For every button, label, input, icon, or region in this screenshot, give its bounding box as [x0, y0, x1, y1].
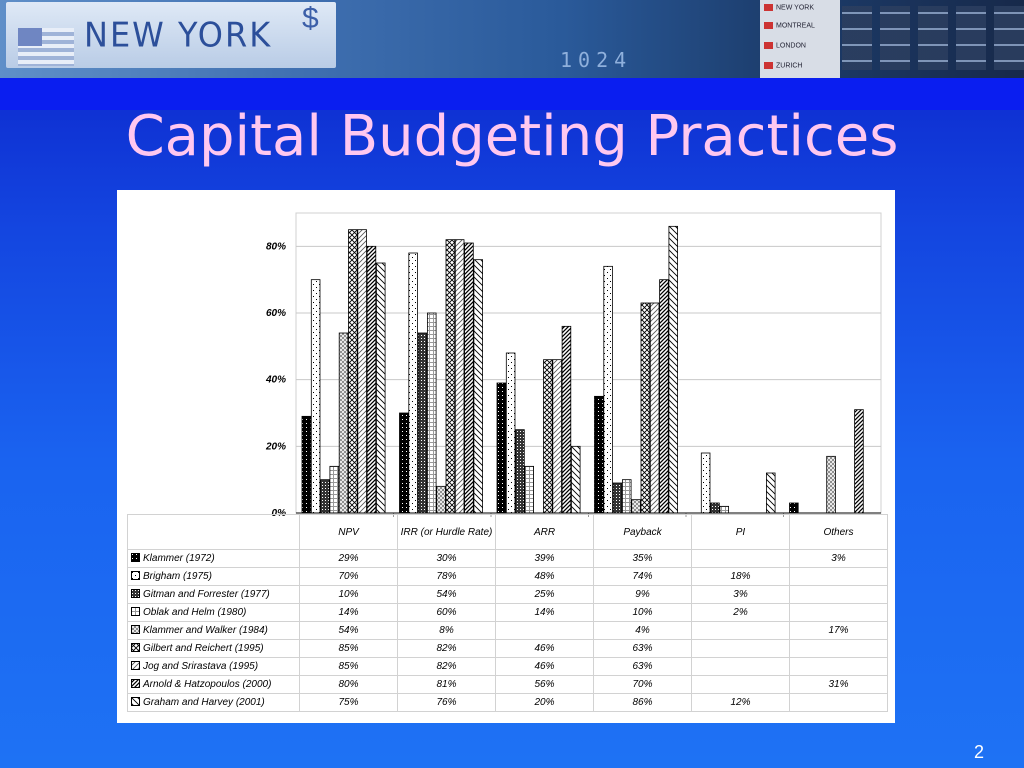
table-cell: 63%: [594, 658, 692, 676]
table-cell: 14%: [496, 604, 594, 622]
table-cell: [692, 658, 790, 676]
category-label: IRR (or Hurdle Rate): [398, 515, 496, 550]
table-row: [128, 640, 888, 658]
series-label: [128, 640, 300, 658]
bar: [622, 480, 631, 513]
series-name: Jog and Srirastava (1995): [143, 661, 259, 672]
bar: [827, 456, 836, 513]
category-label: NPV: [300, 515, 398, 550]
table-cell: 35%: [594, 550, 692, 568]
table-row: [128, 694, 888, 712]
bar: [701, 453, 710, 513]
bar: [446, 240, 455, 513]
legend-swatch-icon: [131, 625, 140, 634]
bar: [632, 500, 641, 513]
table-cell: 70%: [300, 568, 398, 586]
table-cell: 29%: [300, 550, 398, 568]
series-label: [128, 658, 300, 676]
bar: [855, 410, 864, 513]
table-cell: 54%: [300, 622, 398, 640]
table-cell: 80%: [300, 676, 398, 694]
table-cell: 20%: [496, 694, 594, 712]
bar: [376, 263, 385, 513]
corner-cell: [128, 515, 300, 550]
bar: [321, 480, 330, 513]
bar: [474, 260, 483, 513]
table-cell: [692, 622, 790, 640]
bar: [720, 506, 729, 513]
table-cell: 60%: [398, 604, 496, 622]
us-flag-icon: [18, 28, 74, 66]
bar: [506, 353, 515, 513]
table-cell: 3%: [692, 586, 790, 604]
y-tick-label: 80%: [265, 241, 286, 253]
bar: [650, 303, 659, 513]
table-cell: 48%: [496, 568, 594, 586]
bar: [455, 240, 464, 513]
board-row: LONDON: [764, 42, 806, 49]
table-cell: [692, 676, 790, 694]
table-cell: [790, 568, 888, 586]
table-cell: 18%: [692, 568, 790, 586]
table-cell: 4%: [594, 622, 692, 640]
table-row: [128, 550, 888, 568]
bar: [427, 313, 436, 513]
table-cell: 75%: [300, 694, 398, 712]
legend-swatch-icon: [131, 661, 140, 670]
series-label: [128, 676, 300, 694]
table-cell: 2%: [692, 604, 790, 622]
bar: [613, 483, 622, 513]
bar: [711, 503, 720, 513]
table-cell: 31%: [790, 676, 888, 694]
table-cell: 82%: [398, 658, 496, 676]
bar: [525, 466, 534, 513]
series-name: Brigham (1975): [143, 571, 212, 582]
y-tick-label: 0%: [271, 508, 286, 519]
series-label: [128, 604, 300, 622]
bar: [311, 280, 320, 513]
bar: [367, 246, 376, 513]
table-cell: 10%: [594, 604, 692, 622]
y-tick-label: 60%: [265, 308, 286, 319]
table-cell: 39%: [496, 550, 594, 568]
table-row: [128, 676, 888, 694]
led-panel: [918, 6, 948, 70]
table-cell: 3%: [790, 550, 888, 568]
bar: [516, 430, 525, 513]
bar: [339, 333, 348, 513]
dollar-sign-icon: $: [302, 2, 319, 35]
bar: [465, 243, 474, 513]
series-label: [128, 568, 300, 586]
bar: [437, 486, 446, 513]
category-label: ARR: [496, 515, 594, 550]
table-cell: 25%: [496, 586, 594, 604]
led-panel: [956, 6, 986, 70]
table-cell: 56%: [496, 676, 594, 694]
category-label: Others: [790, 515, 888, 550]
table-cell: [790, 640, 888, 658]
legend-swatch-icon: [131, 553, 140, 562]
bar: [604, 266, 613, 513]
series-name: Klammer and Walker (1984): [143, 625, 268, 636]
table-cell: 86%: [594, 694, 692, 712]
board-row: NEW YORK: [764, 4, 814, 11]
bar: [418, 333, 427, 513]
series-label: [128, 622, 300, 640]
series-label: [128, 550, 300, 568]
table-cell: 78%: [398, 568, 496, 586]
category-label: Payback: [594, 515, 692, 550]
y-tick-label: 20%: [265, 441, 286, 453]
series-name: Oblak and Helm (1980): [143, 607, 247, 618]
legend-swatch-icon: [131, 571, 140, 580]
table-cell: 70%: [594, 676, 692, 694]
table-cell: 82%: [398, 640, 496, 658]
table-cell: 10%: [300, 586, 398, 604]
table-row: [128, 604, 888, 622]
bar: [790, 503, 799, 513]
table-cell: 46%: [496, 658, 594, 676]
table-cell: [692, 550, 790, 568]
legend-swatch-icon: [131, 589, 140, 598]
banner-city-text: NEW YORK: [84, 15, 273, 55]
table-cell: 54%: [398, 586, 496, 604]
legend-swatch-icon: [131, 679, 140, 688]
table-row: [128, 568, 888, 586]
bar: [497, 383, 506, 513]
table-cell: 30%: [398, 550, 496, 568]
table-cell: [496, 622, 594, 640]
table-cell: 46%: [496, 640, 594, 658]
table-row: [128, 622, 888, 640]
led-panel: [880, 6, 910, 70]
y-tick-label: 40%: [265, 374, 286, 386]
led-panel: [842, 6, 872, 70]
bar: [595, 396, 604, 513]
series-name: Gilbert and Reichert (1995): [143, 643, 264, 654]
series-name: Graham and Harvey (2001): [143, 697, 265, 708]
bar: [562, 326, 571, 513]
legend-swatch-icon: [131, 643, 140, 652]
bar: [660, 280, 669, 513]
data-table: [127, 514, 888, 712]
legend-swatch-icon: [131, 697, 140, 706]
table-header-row: [128, 515, 888, 550]
board-row: ZURICH: [764, 62, 802, 69]
banner-digits: 1024: [560, 48, 633, 72]
table-cell: [692, 640, 790, 658]
bar: [330, 466, 339, 513]
board-row: MONTREAL: [764, 22, 815, 29]
table-cell: [790, 604, 888, 622]
bar: [400, 413, 409, 513]
table-cell: 17%: [790, 622, 888, 640]
series-name: Gitman and Forrester (1977): [143, 589, 270, 600]
series-label: [128, 586, 300, 604]
table-row: [128, 586, 888, 604]
page-number: 2: [974, 742, 985, 762]
bar: [409, 253, 418, 513]
table-cell: [790, 658, 888, 676]
table-cell: 12%: [692, 694, 790, 712]
bar: [766, 473, 775, 513]
table-cell: 9%: [594, 586, 692, 604]
header-banner-photo: [0, 0, 1024, 78]
bar-chart: [117, 190, 895, 520]
bar: [358, 230, 367, 513]
table-cell: 14%: [300, 604, 398, 622]
bar: [544, 360, 553, 513]
table-cell: 8%: [398, 622, 496, 640]
table-cell: 85%: [300, 658, 398, 676]
legend-swatch-icon: [131, 607, 140, 616]
table-cell: [790, 694, 888, 712]
bar: [669, 226, 678, 513]
table-cell: 85%: [300, 640, 398, 658]
series-name: Arnold & Hatzopoulos (2000): [143, 679, 272, 690]
table-cell: [790, 586, 888, 604]
slide-title: Capital Budgeting Practices: [125, 104, 899, 169]
table-cell: 81%: [398, 676, 496, 694]
exchange-board: [760, 0, 840, 78]
bar: [641, 303, 650, 513]
table-cell: 76%: [398, 694, 496, 712]
bar: [349, 230, 358, 513]
led-panel: [994, 6, 1024, 70]
category-label: PI: [692, 515, 790, 550]
bar: [302, 416, 311, 513]
table-cell: 74%: [594, 568, 692, 586]
city-sign: [6, 2, 336, 68]
bar: [571, 446, 580, 513]
bar: [553, 360, 562, 513]
table-cell: 63%: [594, 640, 692, 658]
table-row: [128, 658, 888, 676]
series-label: [128, 694, 300, 712]
series-name: Klammer (1972): [143, 553, 215, 564]
chart-panel: [117, 190, 895, 723]
